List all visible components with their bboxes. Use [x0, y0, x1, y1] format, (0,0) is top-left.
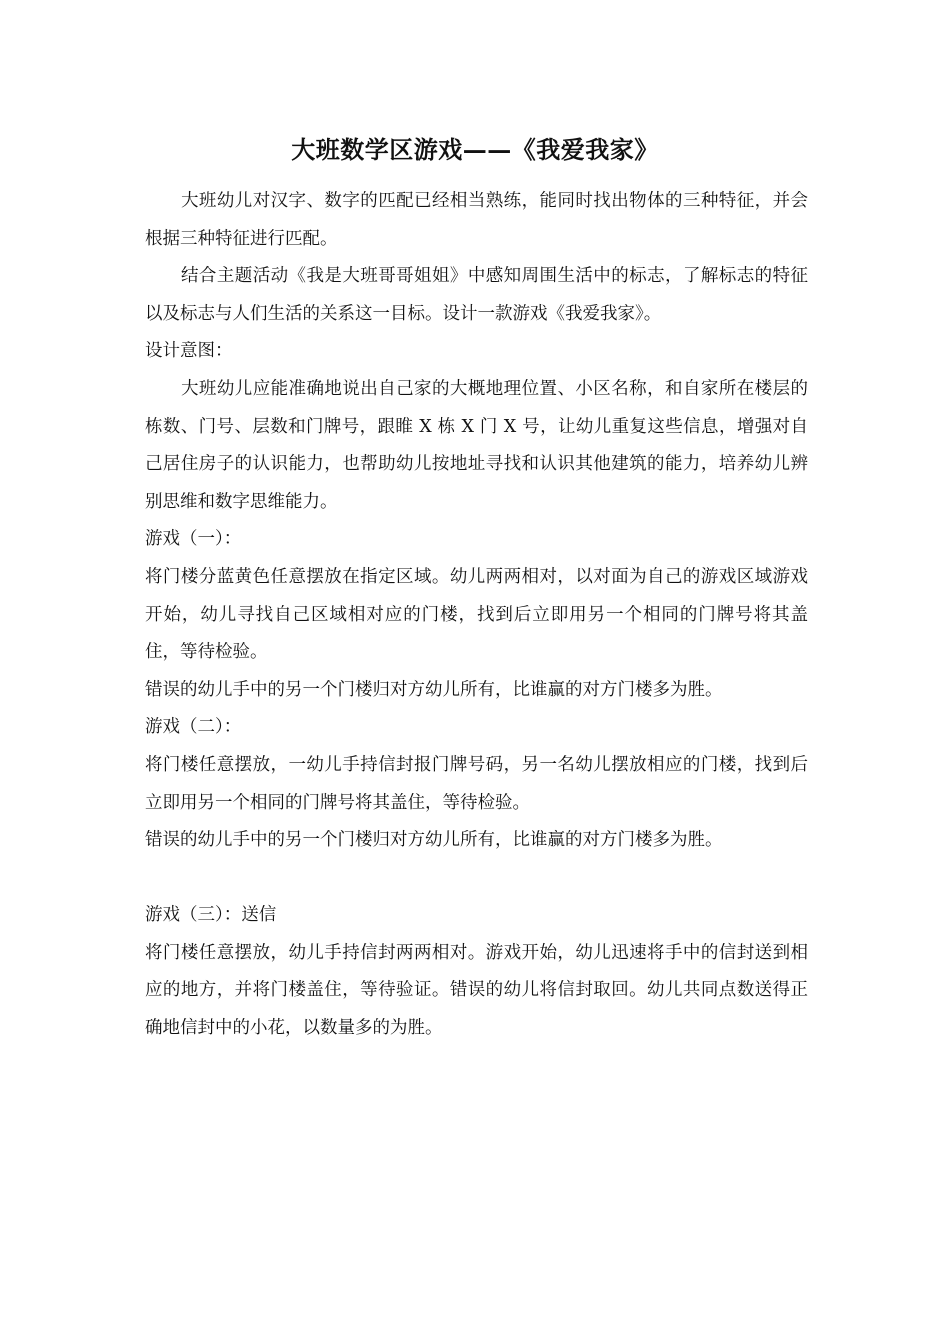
paragraph-intro: 大班幼儿对汉字、数字的匹配已经相当熟练，能同时找出物体的三种特征，并会根据三种特征进行匹配。	[145, 191, 808, 249]
heading-game-one: 游戏（一）：	[145, 529, 242, 550]
heading-design-intent: 设计意图：	[145, 341, 233, 362]
paragraph-game-one-result: 错误的幼儿手中的另一个门楼归对方幼儿所有，比谁赢的对方门楼多为胜。	[145, 679, 723, 700]
heading-game-two: 游戏（二）：	[145, 717, 242, 738]
heading-game-three: 游戏（三）：送信	[145, 905, 277, 926]
blank-line	[145, 860, 808, 898]
paragraph-theme: 结合主题活动《我是大班哥哥姐姐》中感知周围生活中的标志，了解标志的特征以及标志与人们生活的关系这一目标。设计一款游戏《我爱我家》。	[145, 266, 808, 324]
document-title: 大班数学区游戏——《我爱我家》	[291, 135, 659, 164]
paragraph-design-intent: 大班幼儿应能准确地说出自己家的大概地理位置、小区名称，和自家所在楼层的栋数、门号、层数和门牌号，跟睢 X 栋 X 门 X 号，让幼儿重复这些信息，增强对自己居住房子的认识能力，也帮助幼儿按地址寻找和认识其他建筑的能力，培养幼儿辨别思维和数字思维能力。	[145, 378, 808, 512]
paragraph-game-three-rules: 将门楼任意摆放，幼儿手持信封两两相对。游戏开始，幼儿迅速将手中的信封送到相应的地方，并将门楼盖住，等待验证。错误的幼儿将信封取回。幼儿共同点数送得正确地信封中的小花，以数量多的为胜。	[145, 942, 808, 1039]
document-body	[145, 183, 808, 1048]
paragraph-game-two-result: 错误的幼儿手中的另一个门楼归对方幼儿所有，比谁赢的对方门楼多为胜。	[145, 830, 723, 851]
paragraph-game-two-rules: 将门楼任意摆放，一幼儿手持信封报门牌号码，另一名幼儿摆放相应的门楼，找到后立即用另一个相同的门牌号将其盖住，等待检验。	[145, 754, 808, 813]
paragraph-game-one-rules: 将门楼分蓝黄色任意摆放在指定区域。幼儿两两相对，以对面为自己的游戏区域游戏开始，幼儿寻找自己区域相对应的门楼，找到后立即用另一个相同的门牌号将其盖住，等待检验。	[145, 566, 808, 663]
